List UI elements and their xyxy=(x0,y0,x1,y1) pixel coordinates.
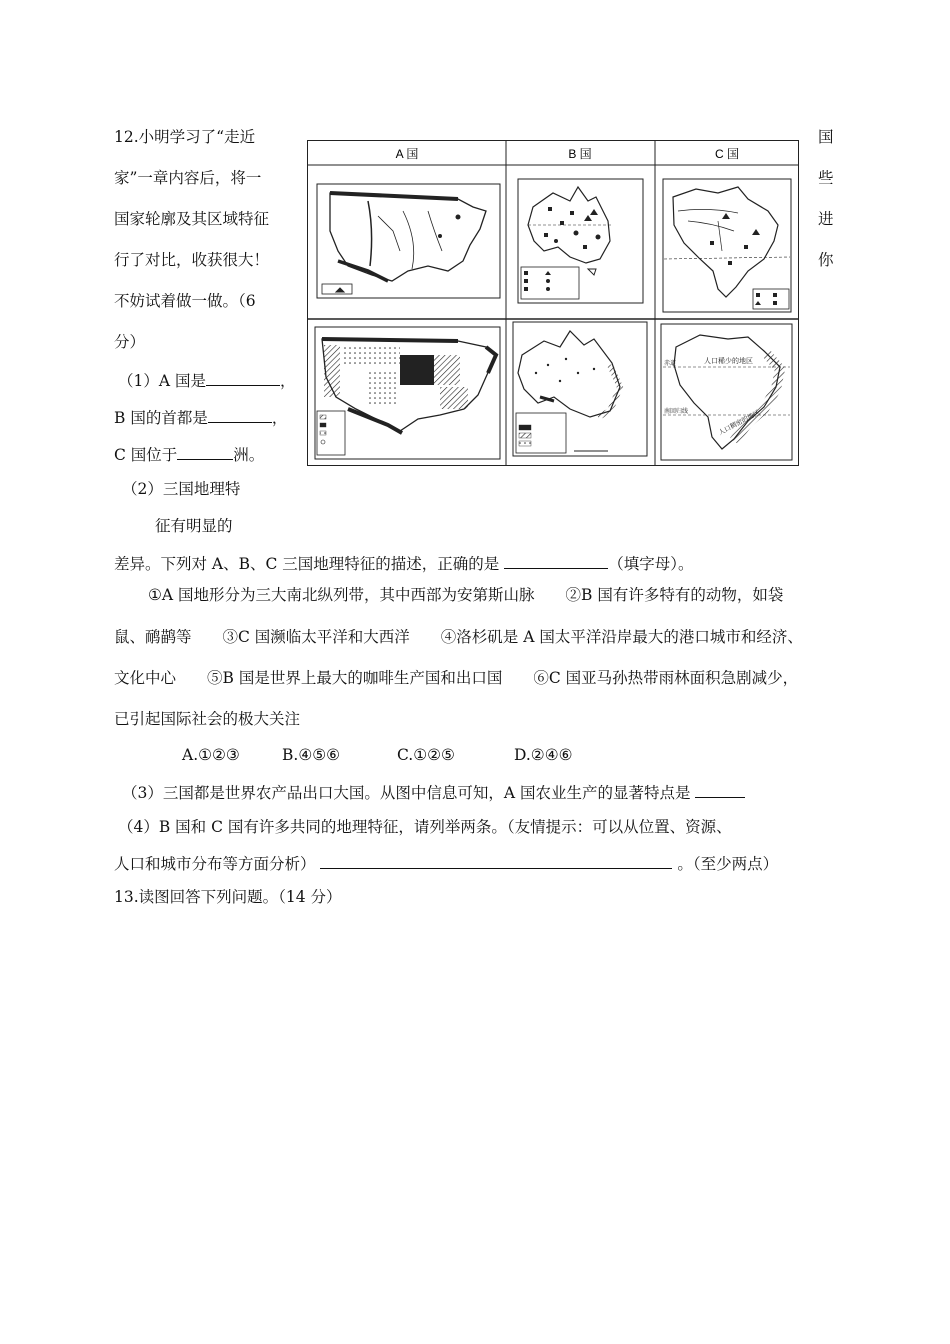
c-label-tropic: 南回归线 xyxy=(664,409,689,415)
q12-line-2: 家”一章内容后，将一 xyxy=(114,169,262,187)
q12-sub2-line1: （2）三国地理特 xyxy=(122,480,241,498)
q12-sub1-c: C 国位于 洲。 xyxy=(114,443,264,465)
c-label-equator: 赤道 xyxy=(664,361,677,367)
c-country-mineral-map xyxy=(663,179,791,312)
q13-title: 13.读图回答下列问题。（14 分） xyxy=(114,888,342,906)
answer-blank-c-continent[interactable] xyxy=(177,443,233,460)
q12-sub2-line3: 差异。下列对 A、B、C 三国地理特征的描述，正确的是 （填字母）。 xyxy=(114,552,694,574)
option-c[interactable]: C.①②⑤ xyxy=(397,746,455,764)
b-country-mineral-map xyxy=(518,179,643,303)
answer-blank-a-country[interactable] xyxy=(206,369,280,386)
header-c: C 国 xyxy=(714,147,740,161)
b-country-population-map xyxy=(513,322,647,456)
q12-statements-line1: ①A 国地形分为三大南北纵列带，其中西部为安第斯山脉 ②B 国有许多特有的动物，如袋 xyxy=(148,586,784,604)
q12-sub4-line1: （4）B 国和 C 国有许多共同的地理特征，请列举两条。（友情提示：可以从位置、资源、 xyxy=(118,818,732,836)
q12-line-6: 分） xyxy=(114,333,146,351)
q12-line-5: 不妨试着做一做。（6 xyxy=(114,292,256,310)
q12-statements-line3: 文化中心 ⑤B 国是世界上最大的咖啡生产国和出口国 ⑥C 国亚马孙热带雨林面积急剧减少， xyxy=(114,669,799,687)
answer-blank-sub4[interactable] xyxy=(320,852,672,869)
q12-sub2-line2: 征有明显的 xyxy=(155,517,233,535)
q12-sub3: （3）三国都是世界农产品出口大国。从图中信息可知，A 国农业生产的显著特点是 xyxy=(122,781,745,803)
answer-blank-sub3[interactable] xyxy=(695,781,745,798)
q12-sub1-a: （1）A 国是 ， xyxy=(118,369,296,391)
option-b[interactable]: B.④⑤⑥ xyxy=(282,746,341,764)
a-country-agriculture-map xyxy=(315,327,500,459)
q12-sub1-b: B 国的首都是 ， xyxy=(114,406,287,428)
c-country-population-map xyxy=(661,324,792,460)
option-a[interactable]: A.①②③ xyxy=(182,746,240,764)
q12-line-4: 行了对比，收获很大！ xyxy=(114,251,270,269)
answer-blank-sub2[interactable] xyxy=(504,552,608,569)
option-d[interactable]: D.②④⑥ xyxy=(514,746,573,764)
a-country-terrain-map xyxy=(317,184,500,298)
q12-line-1: 12.小明学习了“走近 xyxy=(114,128,256,146)
q12-right-char-4: 你 xyxy=(818,251,834,269)
answer-blank-b-capital[interactable] xyxy=(208,406,272,423)
q12-sub4-line2: 人口和城市分布等方面分析） 。（至少两点） xyxy=(114,852,778,874)
c-label-sparse: 人口稀少的地区 xyxy=(704,358,753,365)
q12-right-char-1: 国 xyxy=(818,128,834,146)
country-maps-figure xyxy=(307,140,799,466)
header-b: B 国 xyxy=(568,147,592,161)
q12-line-3: 国家轮廓及其区域特征 xyxy=(114,210,270,228)
q12-right-char-3: 进 xyxy=(818,210,834,228)
c-label-dense: 人口稠密的地区 xyxy=(717,409,762,437)
q12-right-char-2: 些 xyxy=(818,169,834,187)
q12-statements-line2: 鼠、鸸鹋等 ③C 国濒临太平洋和大西洋 ④洛杉矶是 A 国太平洋沿岸最大的港口城市和经济、 xyxy=(114,628,803,646)
q12-statements-line4: 已引起国际社会的极大关注 xyxy=(114,710,301,728)
header-a: A 国 xyxy=(395,147,419,161)
